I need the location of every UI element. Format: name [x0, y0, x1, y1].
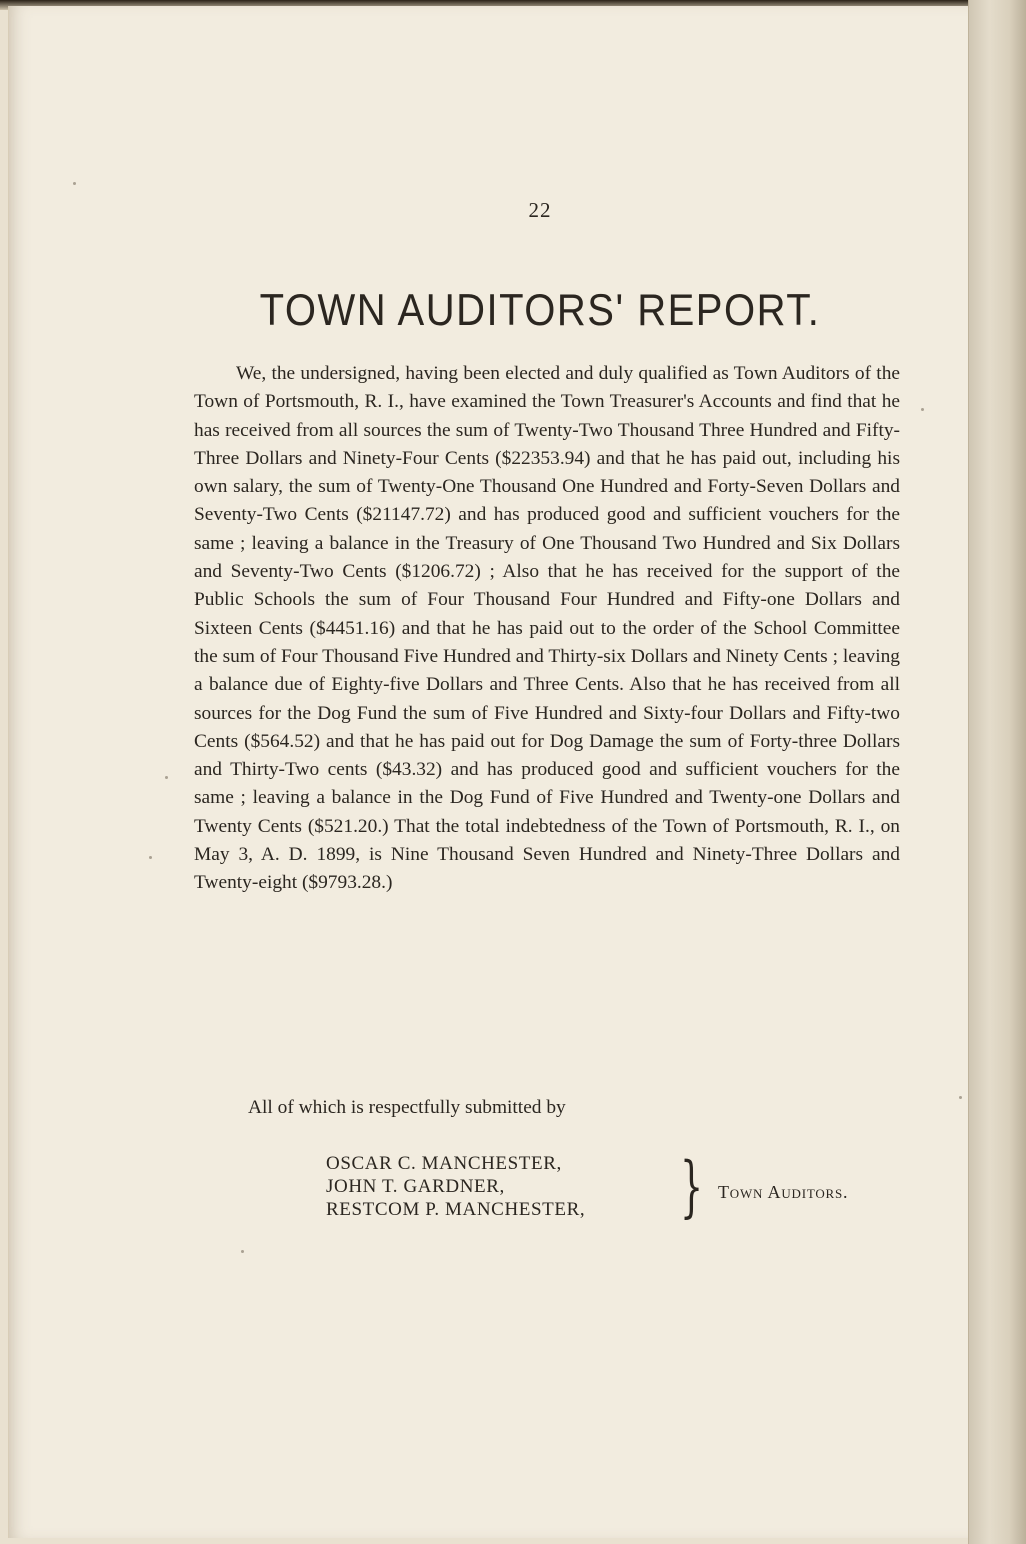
page-number: 22	[528, 198, 552, 222]
paper-speck	[165, 776, 168, 779]
closing-line: All of which is respectfully submitted by	[248, 1097, 566, 1118]
signatory-name: OSCAR C. MANCHESTER,	[326, 1153, 562, 1174]
signatory-name: RESTCOM P. MANCHESTER,	[326, 1199, 586, 1220]
paper-speck	[959, 1096, 962, 1099]
signatory-list	[326, 1152, 686, 1221]
grouping-brace-icon: }	[680, 1148, 704, 1225]
paper-speck	[241, 1250, 244, 1253]
adjacent-page-edge	[968, 0, 1026, 1544]
signatory-role-label: Town Auditors.	[718, 1182, 849, 1202]
paper-speck	[921, 408, 924, 411]
report-body-paragraph: We, the undersigned, having been elected and duly qualified as Town Auditors of the Town of Portsmouth, R. I., have examined the Town Treasurer's Accounts and find that he has received from all sources the sum of Twenty-Two Thousand Three Hundred and Fifty-Three Dollars and Ninety-Four Cents ($22353.94) and that he has paid out, including his own salary, the sum of Twenty-One Thousand One Hundred and Forty-Seven Dollars and Seventy-Two Cents ($21147.72) and has produced good and sufficient vouchers for the same ; leaving a balance in the Treasury of One Thousand Two Hundred and Six Dollars and Seventy-Two Cents ($1206.72) ; Also that he has received for the support of the Public Schools the sum of Four Thousand Four Hundred and Fifty-one Dollars and Sixteen Cents ($4451.16) and that he has paid out to the order of the School Committee the sum of Four Thousand Five Hundred and Thirty-six Dollars and Ninety Cents ; leaving a balance due of Eighty-five Dollars and Three Cents. Also that he has received from all sources for the Dog Fund the sum of Five Hundred and Sixty-four Dollars and Fifty-two Cents ($564.52) and that he has paid out for Dog Damage the sum of Forty-three Dollars and Thirty-Two cents ($43.32) and has produced good and sufficient vouchers for the same ; leaving a balance in the Dog Fund of Five Hundred and Twenty-one Dollars and Twenty Cents ($521.20.) That the total indebtedness of the Town of Portsmouth, R. I., on May 3, A. D. 1899, is Nine Thousand Seven Hundred and Ninety-Three Dollars and Twenty-eight ($9793.28.)	[194, 363, 900, 894]
paper-speck	[73, 182, 76, 185]
signatory-name: JOHN T. GARDNER,	[326, 1176, 505, 1197]
page-title: TOWN AUDITORS' REPORT.	[259, 286, 821, 336]
paper-speck	[149, 856, 152, 859]
